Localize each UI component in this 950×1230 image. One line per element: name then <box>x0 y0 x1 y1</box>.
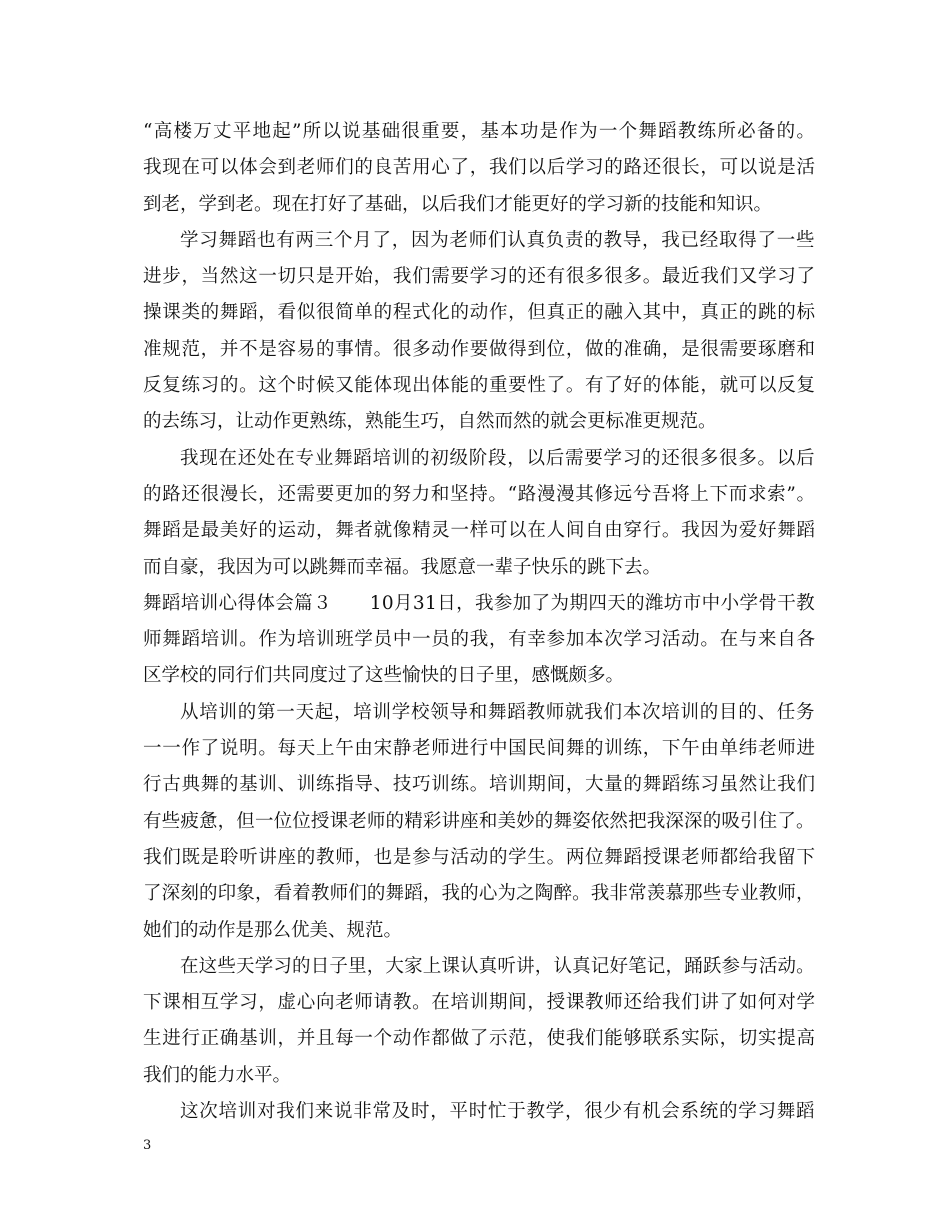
text-line: 操 课 类 的 舞 蹈 ， 看 似 很 简 单 的 程 式 化 的 动 作 ， 但 真 正 的 融 入 其 中 ， 真 正 的 跳 的 标 <box>143 302 815 324</box>
text-line: 舞 蹈 是 最 美 好 的 运 动 ， 舞 者 就 像 精 灵 一 样 可 以 在 人 间 自 由 穿 行 。 我 因 为 爱 好 舞 蹈 <box>143 520 815 542</box>
text-line: 舞 蹈 培 训 心 得 体 会 篇 ３ 1 0 月 3 1 日 ， 我 参 加 了 为 期 四 天 的 潍 坊 市 中 小 学 骨 干 教 <box>143 592 815 614</box>
text-line: 了 深 刻 的 印 象 ， 看 着 教 师 们 的 舞 蹈 ， 我 的 心 为 之 陶 醉 。 我 非 常 羡 慕 那 些 专 业 教 师 ， <box>143 883 815 905</box>
text-line: 我 们 既 是 聆 听 讲 座 的 教 师 ， 也 是 参 与 活 动 的 学 生 。 两 位 舞 蹈 授 课 老 师 都 给 我 留 下 <box>143 846 815 868</box>
text-line: 到老，学到老。现在打好了基础，以后我们才能更好的学习新的技能和知识。 <box>143 193 773 215</box>
text-line: 学 习 舞 蹈 也 有 两 三 个 月 了 ， 因 为 老 师 们 认 真 负 责 的 教 导 ， 我 已 经 取 得 了 一 些 <box>180 229 815 251</box>
text-line: 我 现 在 还 处 在 专 业 舞 蹈 培 训 的 初 级 阶 段 ， 以 后 需 要 学 习 的 还 很 多 很 多 。 以 后 <box>180 447 815 469</box>
text-line: 有 些 疲 惫 ， 但 一 位 位 授 课 老 师 的 精 彩 讲 座 和 美 妙 的 舞 姿 依 然 把 我 深 深 的 吸 引 住 了 。 <box>143 810 815 832</box>
text-line: 我们的能力水平。 <box>143 1064 292 1086</box>
text-line: 进 步 ， 当 然 这 一 切 只 是 开 始 ， 我 们 需 要 学 习 的 还 有 很 多 很 多 。 最 近 我 们 又 学 习 了 <box>143 266 815 288</box>
text-line: 准 规 范 ， 并 不 是 容 易 的 事 情 。 很 多 动 作 要 做 得 到 位 ， 做 的 准 确 ， 是 很 需 要 琢 磨 和 <box>143 338 815 360</box>
text-line: 下 课 相 互 学 习 ， 虚 心 向 老 师 请 教 。 在 培 训 期 间 ， 授 课 教 师 还 给 我 们 讲 了 如 何 对 学 <box>143 992 815 1014</box>
text-line: 她们的动作是那么优美、规范。 <box>143 919 403 941</box>
text-line: 生 进 行 正 确 基 训 ， 并 且 每 一 个 动 作 都 做 了 示 范 ， 使 我 们 能 够 联 系 实 际 ， 切 实 提 高 <box>143 1028 815 1050</box>
text-line: 反 复 练 习 的 。 这 个 时 候 又 能 体 现 出 体 能 的 重 要 性 了 。 有 了 好 的 体 能 ， 就 可 以 反 复 <box>143 375 815 397</box>
text-line: 师 舞 蹈 培 训 。 作 为 培 训 班 学 员 中 一 员 的 我 ， 有 幸 参 加 本 次 学 习 活 动 。 在 与 来 自 各 <box>143 629 815 651</box>
text-line: 而自豪，我因为可以跳舞而幸福。我愿意一辈子快乐的跳下去。 <box>143 556 662 578</box>
text-line: 一 一 作 了 说 明 。 每 天 上 午 由 宋 静 老 师 进 行 中 国 民 间 舞 的 训 练 ， 下 午 由 单 纬 老 师 进 <box>143 738 815 760</box>
text-line: 从 培 训 的 第 一 天 起 ， 培 训 学 校 领 导 和 舞 蹈 教 师 就 我 们 本 次 培 训 的 目 的 、 任 务 <box>180 701 815 723</box>
text-line: “ 高 楼 万 丈 平 地 起 ” 所 以 说 基 础 很 重 要 ， 基 本 功 是 作 为 一 个 舞 蹈 教 练 所 必 备 的 。 <box>143 121 815 142</box>
text-line: 我 现 在 可 以 体 会 到 老 师 们 的 良 苦 用 心 了 ， 我 们 以 后 学 习 的 路 还 很 长 ， 可 以 说 是 活 <box>143 157 815 179</box>
text-line: 这 次 培 训 对 我 们 来 说 非 常 及 时 ， 平 时 忙 于 教 学 ， 很 少 有 机 会 系 统 的 学 习 舞 蹈 <box>180 1101 815 1123</box>
text-line: 的去练习，让动作更熟练，熟能生巧，自然而然的就会更标准更规范。 <box>143 411 717 433</box>
page-number: 3 <box>143 1138 152 1153</box>
text-line: 的 路 还 很 漫 长 ， 还 需 要 更 加 的 努 力 和 坚 持 。 “ 路 漫 漫 其 修 远 兮 吾 将 上 下 而 求 索 ” 。 <box>143 483 815 505</box>
body-text <box>143 114 815 1130</box>
text-line: 在 这 些 天 学 习 的 日 子 里 ， 大 家 上 课 认 真 听 讲 ， 认 真 记 好 笔 记 ， 踊 跃 参 与 活 动 。 <box>180 955 815 977</box>
text-line: 区学校的同行们共同度过了这些愉快的日子里，感慨颇多。 <box>143 665 625 687</box>
text-line: 行 古 典 舞 的 基 训 、 训 练 指 导 、 技 巧 训 练 。 培 训 期 间 ， 大 量 的 舞 蹈 练 习 虽 然 让 我 们 <box>143 774 815 796</box>
